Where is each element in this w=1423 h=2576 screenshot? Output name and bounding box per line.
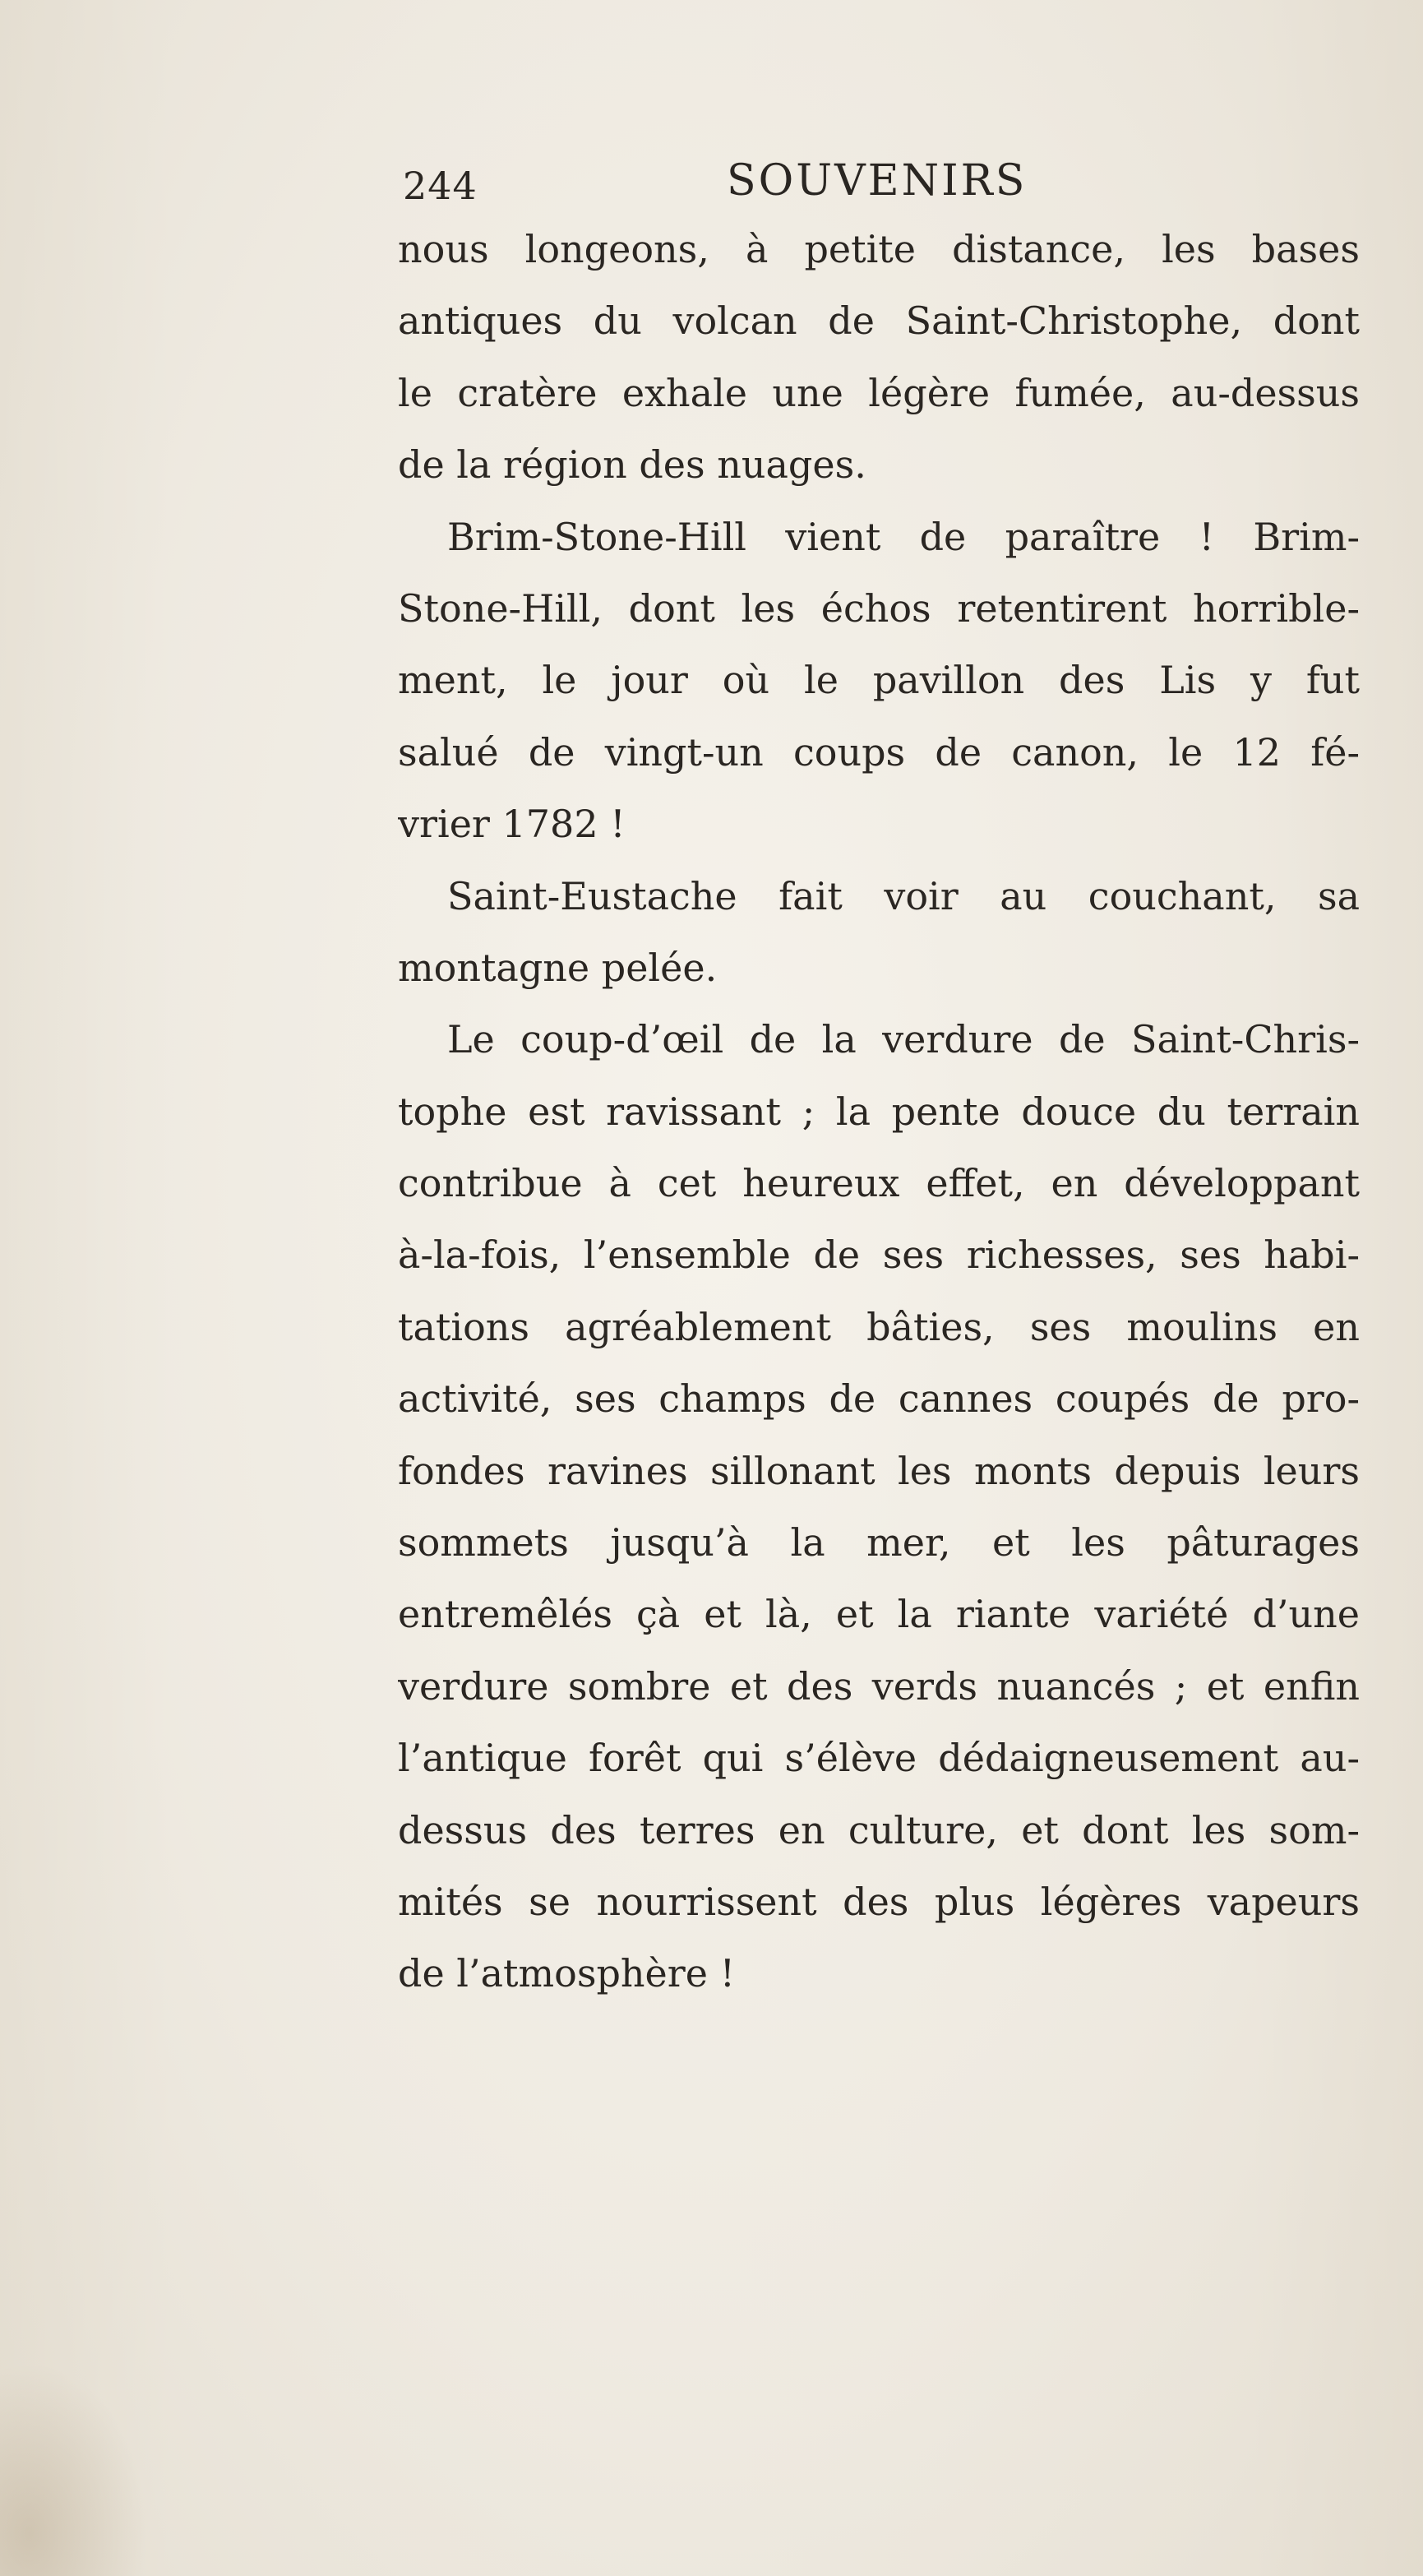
text-line: l’antique forêt qui s’élève dédaigneusement au-	[398, 1736, 1360, 1781]
text-line: antiques du volcan de Saint-Christophe, dont	[398, 298, 1360, 344]
text-line: verdure sombre et des verds nuancés ; et enfin	[398, 1663, 1360, 1709]
text-line: tations agréablement bâties, ses moulins en	[398, 1304, 1360, 1349]
text-line: montagne pelée.	[398, 945, 718, 990]
text-line: nous longeons, à petite distance, les bases	[398, 227, 1360, 271]
page-number: 244	[403, 164, 478, 208]
running-title: SOUVENIRS	[727, 156, 1028, 206]
text-line: de la région des nuages.	[398, 442, 866, 488]
text-line: entremêlés çà et là, et la riante variété d’une	[398, 1592, 1360, 1637]
text-line: activité, ses champs de cannes coupés de pro-	[398, 1376, 1360, 1422]
text-line: mités se nourrissent des plus légères vapeurs	[398, 1879, 1360, 1924]
text-line: vrier 1782 !	[398, 802, 626, 847]
text-line: dessus des terres en culture, et dont les som-	[398, 1807, 1360, 1852]
text-block	[398, 148, 1360, 2010]
text-line: tophe est ravissant ; la pente douce du terrain	[398, 1089, 1360, 1134]
text-line: sommets jusqu’à la mer, et les pâturages	[398, 1520, 1360, 1565]
text-line: de l’atmosphère !	[398, 1951, 736, 1996]
text-line: à-la-fois, l’ensemble de ses richesses, ses habi-	[398, 1233, 1360, 1278]
text-line: le cratère exhale une légère fumée, au-dessus	[398, 370, 1360, 415]
paper-stain	[0, 2362, 148, 2576]
text-line: Saint-Eustache fait voir au couchant, sa	[447, 873, 1360, 918]
text-line: fondes ravines sillonant les monts depuis leurs	[398, 1448, 1360, 1493]
text-line: salué de vingt-un coups de canon, le 12 fé-	[398, 729, 1360, 775]
text-line: contribue à cet heureux effet, en développant	[398, 1161, 1360, 1206]
text-line: Le coup-d’œil de la verdure de Saint-Chris-	[447, 1017, 1360, 1062]
running-head	[398, 148, 1360, 214]
text-line: Stone-Hill, dont les échos retentirent horrible-	[398, 585, 1360, 631]
text-line: ment, le jour où le pavillon des Lis y fut	[398, 658, 1360, 703]
body-text	[398, 214, 1360, 2010]
text-line: Brim-Stone-Hill vient de paraître ! Brim-	[447, 514, 1360, 559]
